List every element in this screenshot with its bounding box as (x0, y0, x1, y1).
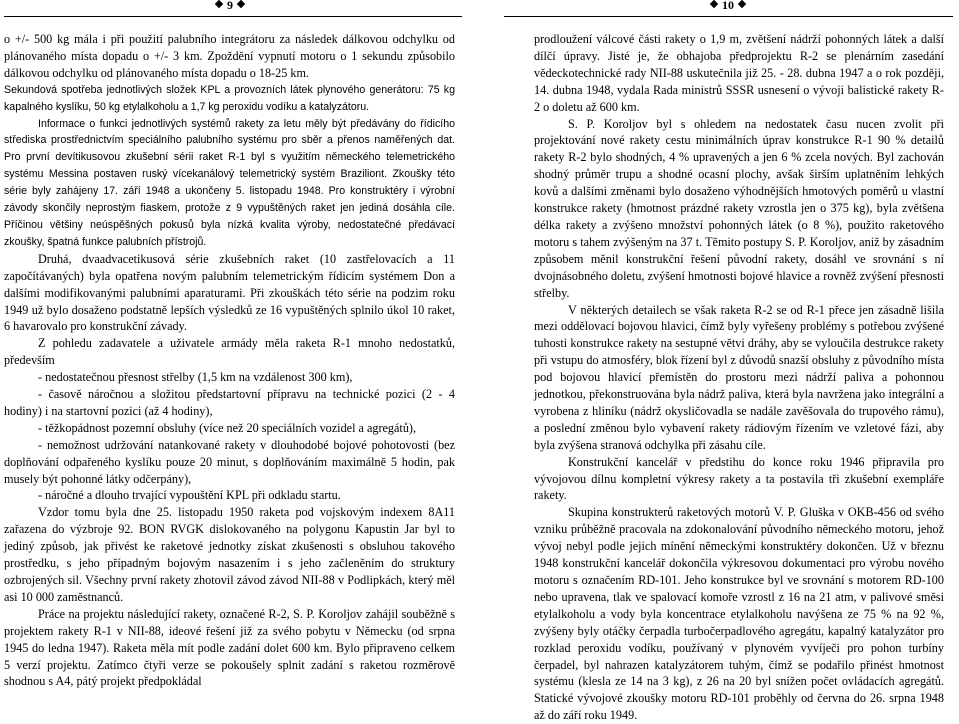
paragraph: Informace o funkci jednotlivých systémů rakety za letu měly být předávány do řídicího střediska prostřednictvím speciálního palubního systému pro sběr a přenos naměřených dat. Pro první devítikusovou zkušební sérii raket R-1 byl s využitím německého telemetrického systému Messina postaven ruský vícekanálový telemetrický systém Braziliont. Zkoušky této série byly zahájeny 17. září 1948 a ukončeny 5. listopadu 1948. Pro konstruktéry i výrobní závody skončily neprostým fiaskem, protože z 9 vypuštěných raket jen jediná dosáhla cíle. Příčinou většiny neúspěšných pokusů byla nízká kvalita výroby, nedostatečné předávací zkoušky, špatná funkce palubních přístrojů. (4, 117, 455, 248)
paragraph: o +/- 500 kg mála i při použití palubního integrátoru za následek dálkovou odchylku od plánovaného místa dopadu o +/- 3 km. Zpoždění vypnutí motoru o 1 sekundu způsobilo dálkovou odchylku od plánovaného místa dopadu o 18-25 km. (4, 32, 455, 80)
list-item: - nedostatečnou přesnost střelby (1,5 km na vzdálenost 300 km), (38, 370, 353, 385)
header-rule (4, 16, 462, 17)
paragraph: Z pohledu zadavatele a uživatele armády měla raketa R-1 mnoho nedostatků, především (4, 336, 455, 368)
paragraph: Druhá, dvaadvacetikusová série zkušebních raket (10 zastřelovacích a 11 započítávaných) byla opatřena novým palubním telemetrickým řídicím systémem Don a dalšími modifikovanými palubními aparaturami. Při zkouškách této série na podzim roku 1949 už bylo dosaženo podstatně lepších výsledků ze 16 vypuštěných splnilo úkol 10 raket, 6 havarovalo pro konstrukční závady. (4, 251, 455, 334)
body-text (534, 31, 944, 724)
right-page (494, 0, 959, 723)
diamond-icon (738, 0, 746, 8)
body-text (4, 31, 455, 690)
paragraph: S. P. Koroljov byl s ohledem na nedostatek času nucen zvolit při projektování nové rakety cestu minimálních úprav konstrukce R-1 90 % detailů rakety R-2 bylo shodných, 4 % upravených a jen 6 % zcela nových. Byl zachován shodný průměr trupu a shodné ocasní plochy, avšak širším uplatněním lehkých kovů a dalšími změnami bylo dosaženo výhodnějších hmotových poměrů u vlastní konstrukce rakety (hmotnost prázdné rakety vzrostla jen o 375 kg), byla zvětšena délka rakety a zvýšeno množství pohonných látek (o 8 %), použito raketového motoru s tahem zvýšeným na 37 t. Těmito postupy S. P. Koroljov, aniž by zásadním způsobem měnil konstrukční řešení původní rakety, dosáhl ve srovnání s ní dvojnásobného doletu, zvýšení hmotnosti bojové hlavice a rovněž zvýšení přesnosti střelby. (534, 116, 944, 300)
left-page (0, 0, 462, 689)
list-item: - náročné a dlouho trvající vypouštění KPL při odkladu startu. (38, 488, 341, 503)
page-number: 9 (211, 0, 249, 12)
list-item: - časově náročnou a složitou předstartovní přípravu na technické pozici (2 - 4 hodiny) i na startovní pozici (až 4 hodiny), (4, 387, 455, 418)
list-item: - nemožnost udržování natankované rakety v dlouhodobé bojové pohotovosti (bez doplňování odpařeného kyslíku pouze 20 minut, s doplňováním maximálně 5 hodin, pak musely být pohonné látky odčerpány), (4, 437, 455, 486)
paragraph: Konstrukční kancelář v předstihu do konce roku 1946 připravila pro vývojovou dílnu kompletní výkresy rakety a ta postavila tři zkušební exempláře rakety. (534, 454, 944, 503)
diamond-icon (237, 0, 245, 8)
paragraph: V některých detailech se však raketa R-2 se od R-1 přece jen zásadně lišila mezi oddělovací bojovou hlavici, čímž byly vyřešeny problémy s potřebou zvýšené tuhosti konstrukce rakety na sestupné větvi dráhy, aby se vyloučila destrukce rakety při vstupu do atmosféry, blok řízení byl z důvodů snazší obsluhy z původního místa pod bojovou hlavicí přemístěn do prostoru mezi nádrží paliva a pohonnou jednotkou, překonstruována byla nádrž paliva, která byla navržena jako integrální a vyrobena z hliníku (nádrž okysličovadla se nadále zavěšovala do trupového rámu), a poslední změnou bylo vybavení rakety rádiovým řízením ve vzletové fázi, aby byla zvýšena stranová odchylka při zásahu cíle. (534, 302, 944, 452)
paragraph: Vzdor tomu byla dne 25. listopadu 1950 raketa pod vojskovým indexem 8A11 zařazena do výzbroje 92. BON RVGK dislokovaného na polygonu Kapustin Jar byl to jediný způsob, jak přivést ke raketové jednotky získat zkušenosti s obsluhou takového prostředku, s jeho případným bojovým nasazením i s jeho začleněním do struktury ozbrojených sil. Všechny první rakety zhotovil závod závod NII-88 v Podlipkách, který měl asi 10 000 zaměstnanců. (4, 505, 455, 604)
paragraph: Sekundová spotřeba jednotlivých složek KPL a provozních látek plynového generátoru: 75 kg kapalného kyslíku, 50 kg etylalkoholu a 1,7 kg peroxidu vodíku a katalyzátoru. (4, 83, 455, 113)
header-rule (504, 16, 953, 17)
paragraph: Skupina konstrukterů raketových motorů V. P. Gluška v OKB-456 od svého vzniku průběžně pracovala na zdokonalování původního německého motoru, jehož vývoj nebyl podle jejich mínění německými konstruktéry dokončen. Už v březnu 1948 konstrukční kancelář dokončila výkresovou dokumentaci pro výrobu nového motoru s označením RD-101. Jeho konstrukce byl ve srovnání s motorem RD-100 nebo upravena, tlak ve spalovací komoře vzrostl z 16 na 21 atm, v palivové směsi etylalkoholu a vody byla koncentrace etylalkoholu navýšena ze 75 % na 92 %, zvýšeny byly otáčky čerpadla turbočerpadlového agregátu, kapalný katalyzátor pro rozklad peroxidu vodíku, používaný v plynovém vyvíječi pro pohon turbíny čerpadel, byl nahrazen katalyzátorem tuhým, čímž se podařilo přinést hmotnost systému (klesla ze 14 na 3 kg), z 26 na 20 byl snížen počet ovládacích agregátů. Statické vývojové zkoušky motoru RD-101 proběhly od června do 26. srpna 1948 až do září roku 1949. (534, 505, 944, 723)
paragraph: Práce na projektu následující rakety, označené R-2, S. P. Koroljov zahájil souběžně s projektem rakety R-1 v NII-88, ideové řešení již za svého pobytu v Německu (od srpna 1945 do ledna 1947). Raketa měla mít podle zadání dolet 600 km. Bylo připraveno celkem 5 verzí projektu. Zatímco čtyři verze se pokoušely splnit zadání s raketou rozměrově shodnou s A4, pátý projekt předpokládal (4, 606, 455, 689)
page-number: 10 (706, 0, 750, 12)
diamond-icon (710, 0, 718, 8)
diamond-icon (215, 0, 223, 8)
list-item: - těžkopádnost pozemní obsluhy (více než 20 speciálních vozidel a agregátů), (38, 420, 417, 435)
paragraph: prodloužení válcové části rakety o 1,9 m, zvětšení nádrží pohonných látek a další dílčí úpravy. Jisté je, že obhajoba předprojektu R-2 se plenárním zasedání vědeckotechnické rady NII-88 uskutečnila již 25. - 28. dubna 1947 a o rok později, 14. dubna 1948, vydala Rada ministrů SSSR usnesení o vývoji balistické rakety R-2 o doletu až 600 km. (534, 32, 944, 114)
